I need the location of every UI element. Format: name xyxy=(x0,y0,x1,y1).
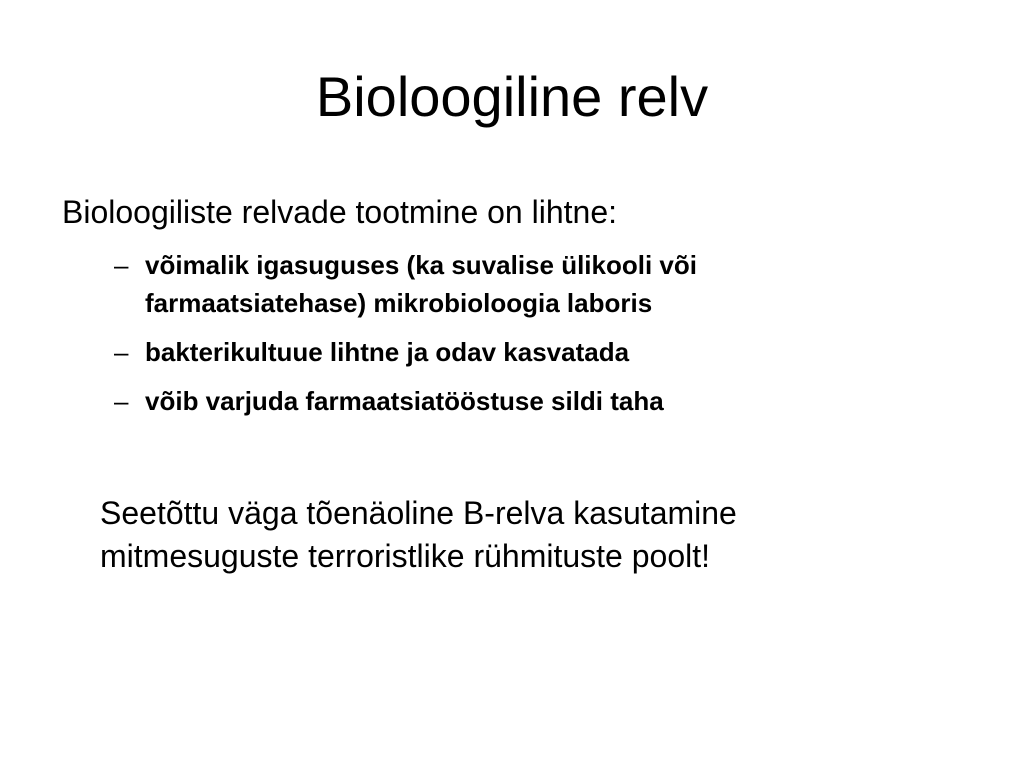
conclusion-line: Seetõttu väga tõenäoline B-relva kasutamine xyxy=(100,495,737,531)
bullet-text-line: farmaatsiatehase) mikrobioloogia laboris xyxy=(145,288,653,318)
bullet-text-line: võib varjuda farmaatsiatööstuse sildi taha xyxy=(145,386,664,416)
bullet-list xyxy=(114,246,914,431)
bullet-dash: – xyxy=(114,386,129,416)
bullet-text-line: bakterikultuue lihtne ja odav kasvatada xyxy=(145,337,630,367)
slide-title: Bioloogiline relv xyxy=(315,65,709,128)
bullet-dash: – xyxy=(114,250,129,280)
conclusion-line: mitmesuguste terroristlike rühmituste poolt! xyxy=(100,538,710,574)
list-item xyxy=(114,333,914,371)
list-item xyxy=(114,382,914,420)
bullet-text-line: võimalik igasuguses (ka suvalise ülikooli või xyxy=(145,250,697,280)
list-item xyxy=(114,246,914,322)
bullet-dash: – xyxy=(114,337,129,367)
conclusion-text xyxy=(100,492,960,578)
lead-text: Bioloogiliste relvade tootmine on lihtne: xyxy=(62,194,617,230)
